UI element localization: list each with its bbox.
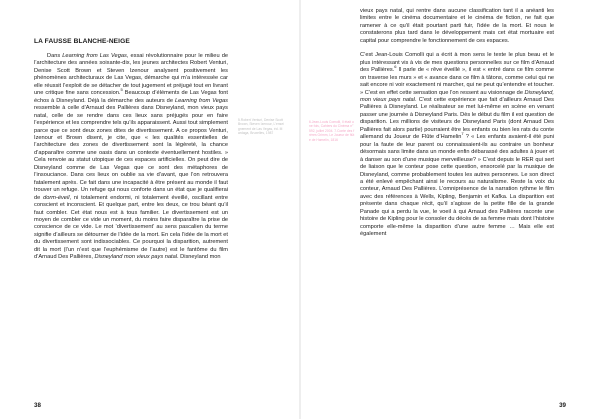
italic-title: Learning from Las Vegas — [62, 53, 127, 59]
right-page — [300, 0, 600, 419]
left-body-text — [34, 53, 228, 262]
page-number-left: 38 — [34, 402, 41, 409]
text-run: vieux pays natal, qui rentre dans aucune classification tant il a anéanti les limites entre le cinéma documentaire et le cinéma de fiction, ne fait que ramener à ce qu’il était pourtant parti fuir, l’idée de la mort. Et nous le constaterons plus tard dans le développement mais cet état mortuaire est capital pour comprendre le fonctionnement de ces espaces. — [360, 8, 554, 44]
italic-title: Disneyland, mon vieux pays natal — [360, 89, 555, 103]
right-sidenote: 6.Jean-Louis Comolli, Il était une fois, Cahiers du Cinéma n°592, juillet 2004. 7.Conte des frères Grimm, Le Joueur de flûte de Hamelin, 1816 — [309, 120, 355, 142]
left-sidenote: 5.Robert Venturi, Denise Scott Brown, Steven Izenour, L'enseignement de Las Vegas, éd. Mardaga, Bruxelles, 1987 — [238, 118, 284, 136]
footnote-marker: 5 — [120, 87, 123, 93]
body-paragraph — [360, 52, 554, 238]
body-paragraph — [34, 53, 228, 262]
text-run: . Disneyland mon — [176, 254, 221, 261]
chapter-heading: LA FAUSSE BLANCHE-NEIGE — [34, 38, 130, 45]
footnote-marker: 6 — [394, 64, 397, 70]
right-body-text — [360, 8, 554, 239]
italic-title: Learning from Vegas — [174, 97, 228, 104]
text-run: Dans — [47, 53, 63, 59]
text-run: , essai révolutionnaire pour le milieu de l’architecture des années soixante-dix, les jeunes architectes Robert Venturi, Denise Scott Brown et Steven Izenour analysent positivement les phénomènes architecturaux de Las Vegas, démarche qui m’a intéressée car elle réussit l’exploit de se détacher de tout jugement et préjugé tout en livrant une critique fine sans concession. — [34, 53, 228, 97]
text-run: . C’est cette expérience que fait d’ailleurs Arnaud Des Pallières à Disneyland. Le réalisateur se met lui-même en scène en venant passer une journée à Disneyland Paris. Dès le début du film il est question de disparition. Les millions de visiteurs de Disneyland Paris (dont Arnaud Des Pallières fait alors partie) pourraient être les enfants ou bien les rats du conte allemand du Joueur de Flûte d’Hamelin — [360, 96, 554, 141]
italic-title: dorm-éveil — [43, 194, 70, 201]
text-run: C’est Jean-Louis Comolli qui a écrit à mon sens le texte le plus beau et le plus intéressant vis à vis de mes questions personnelles sur ce film d’Arnaud des Pallières. — [360, 52, 554, 74]
body-paragraph — [360, 8, 554, 45]
text-run: , ni totalement endormi, ni totalement éveillé, oscillant entre conscient et inconscient. Et quelque part, entre les deux, ce trou béant qu’il faut combler. Cet état nous est à tous familier. Le divertissement est un moyen de combler ce vide un moment, du moins faire disparaître la prise de conscience de ce vide. Le mot ‘divertissement’ au sens pascalien du terme signifie d’ailleurs se détourner de l’idée de la mort. En cela l’idée de la mort et du divertissement sont indissociables. Ce pourquoi la disparition, autrement dit la mort (l’un n’est que l’euphémisme de l’autre) est le fantôme du film d’Arnaud Des Pallières, — [34, 194, 228, 261]
text-run: ressemble à celle d’Arnaud des Pallières dans Disneyland, mon vieux pays natal, celle de se rendre dans ces lieux sans préjugés pour en faire l’expérience et les comprendre tels qu’ils apparaissent. Aussi tout simplement parce que ce sont deux zones dites de divertissement. A ce propos Venturi, Izenour et Brown disent, je cite, que « les qualités essentielles de l’architecture des zones de divertissement sont la légèreté, la chance d’apparaître comme une oasis dans un contexte éventuellement hostiles. » Cela renvoie au statut utopique de ces espaces artificielles. On peut dire de Disneyland comme de Las Vegas que ce sont des métaphores de l’insouciance. Dans ces lieux on oublie sa vie d’avant, que l’on retrouvera fatalement après. Ce fait dans une incapacité à être présent au monde il faut trouver un refuge. Un refuge qui nous conforte dans un état que je qualifierai de — [34, 105, 228, 201]
page-number-right: 39 — [559, 402, 566, 409]
footnote-marker: 7 — [461, 131, 464, 137]
italic-title: Disneyland mon vieux pays natal — [94, 254, 177, 261]
text-run: ? « Les enfants avaient-il été puni pour la faute de leur parent ou connaissaient-ils au contraire un bonheur désormais sans limite dans un monde enfin débarassé des adultes à jouer et à danser au son d’une musique merveilleuse? » C’est depuis le RER qui sert de liaison que le conteur pose cette question, ensorcelé par la musique de Disneyland, comme probablement toutes les autres personnes. Le son direct a été enlevé empêchant ainsi le recours au naturalisme. Reste la voix du conteur, Arnaud Des Pallières. L’omniprésence de la narration rythme le film avec des références à Wells, Kipling, Benjamin et Kafka. La disparition est présente dans chaque récit, qu’il s’agisse de la petite fille de la grande Panade qui a perdu la vue, le voeil à qui Arnaud des Pallières raconte une histoire de Kipling pour le consoler du décès de sa femme mais dont l’histoire comporte elle-même la disparition d’une autre femme … Mais elle est également — [360, 134, 554, 238]
text-run: Il parle de « rêve éveillé », il est « entré dans ce film comme on traverse les murs » et « avance dans ce film à tâtons, comme celui qui ne sait encore ni voir exactement ni marcher, qui ne peut qu’entendre et toucher. » C’est en effet cette sensation que l’on ressent au visionnage de — [360, 67, 554, 96]
text-run: Beaucoup d’éléments de Las Vegas font échos à Disneyland. Déjà la démarche des auteurs de — [34, 90, 228, 104]
